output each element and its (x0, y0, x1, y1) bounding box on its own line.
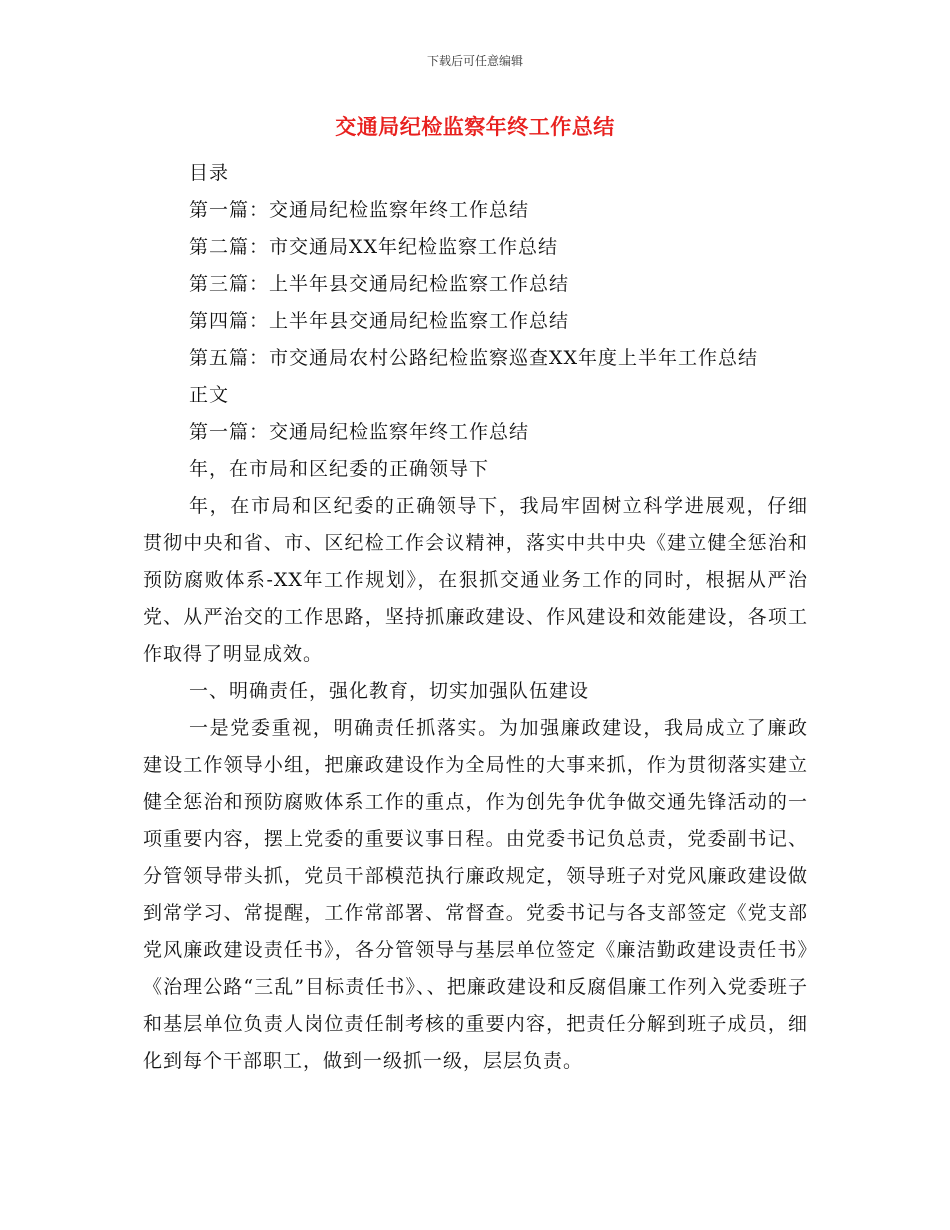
toc-item-1: 第一篇：交通局纪检监察年终工作总结 (189, 199, 530, 221)
toc-heading: 目录 (189, 162, 230, 184)
chapter-title: 第一篇：交通局纪检监察年终工作总结 (189, 421, 530, 443)
paragraph-intro: 年，在市局和区纪委的正确领导下，我局牢固树立科学进展观，仔细贯彻中央和省、市、区纪检工作会议精神，落实中共中央《建立健全惩治和预防腐败体系-XX年工作规划》，在狠抓交通业务工作的同时，根据从严治党、从严治交的工作思路，坚持抓廉政建设、作风建设和效能建设，各项工作取得了明显成效。 (143, 495, 808, 665)
toc-item-4: 第四篇：上半年县交通局纪检监察工作总结 (189, 310, 570, 332)
toc-item-2: 第二篇：市交通局XX年纪检监察工作总结 (189, 236, 559, 258)
page-header-note: 下载后可任意编辑 (426, 54, 523, 68)
toc-item-3: 第三篇：上半年县交通局纪检监察工作总结 (189, 273, 570, 295)
lead-line: 年，在市局和区纪委的正确领导下 (189, 458, 490, 480)
toc-item-5: 第五篇：市交通局农村公路纪检监察巡查XX年度上半年工作总结 (189, 347, 759, 369)
section-heading-1: 一、明确责任，强化教育，切实加强队伍建设 (189, 680, 590, 702)
paragraph-responsibility: 一是党委重视，明确责任抓落实。为加强廉政建设，我局成立了廉政建设工作领导小组，把廉政建设作为全局性的大事来抓，作为贯彻落实建立健全惩治和预防腐败体系工作的重点，作为创先争优争做交通先锋活动的一项重要内容，摆上党委的重要议事日程。由党委书记负总责，党委副书记、分管领导带头抓，党员干部模范执行廉政规定，领导班子对党风廉政建设做到常学习、常提醒，工作常部署、常督查。党委书记与各支部签定《党支部党风廉政建设责任书》，各分管领导与基层单位签定《廉洁勤政建设责任书》《治理公路“三乱”目标责任书》、、把廉政建设和反腐倡廉工作列入党委班子和基层单位负责人岗位责任制考核的重要内容，把责任分解到班子成员，细化到每个干部职工，做到一级抓一级，层层负责。 (143, 717, 808, 1072)
document-body (143, 155, 808, 1080)
body-heading: 正文 (189, 384, 230, 406)
document-title: 交通局纪检监察年终工作总结 (335, 114, 615, 139)
